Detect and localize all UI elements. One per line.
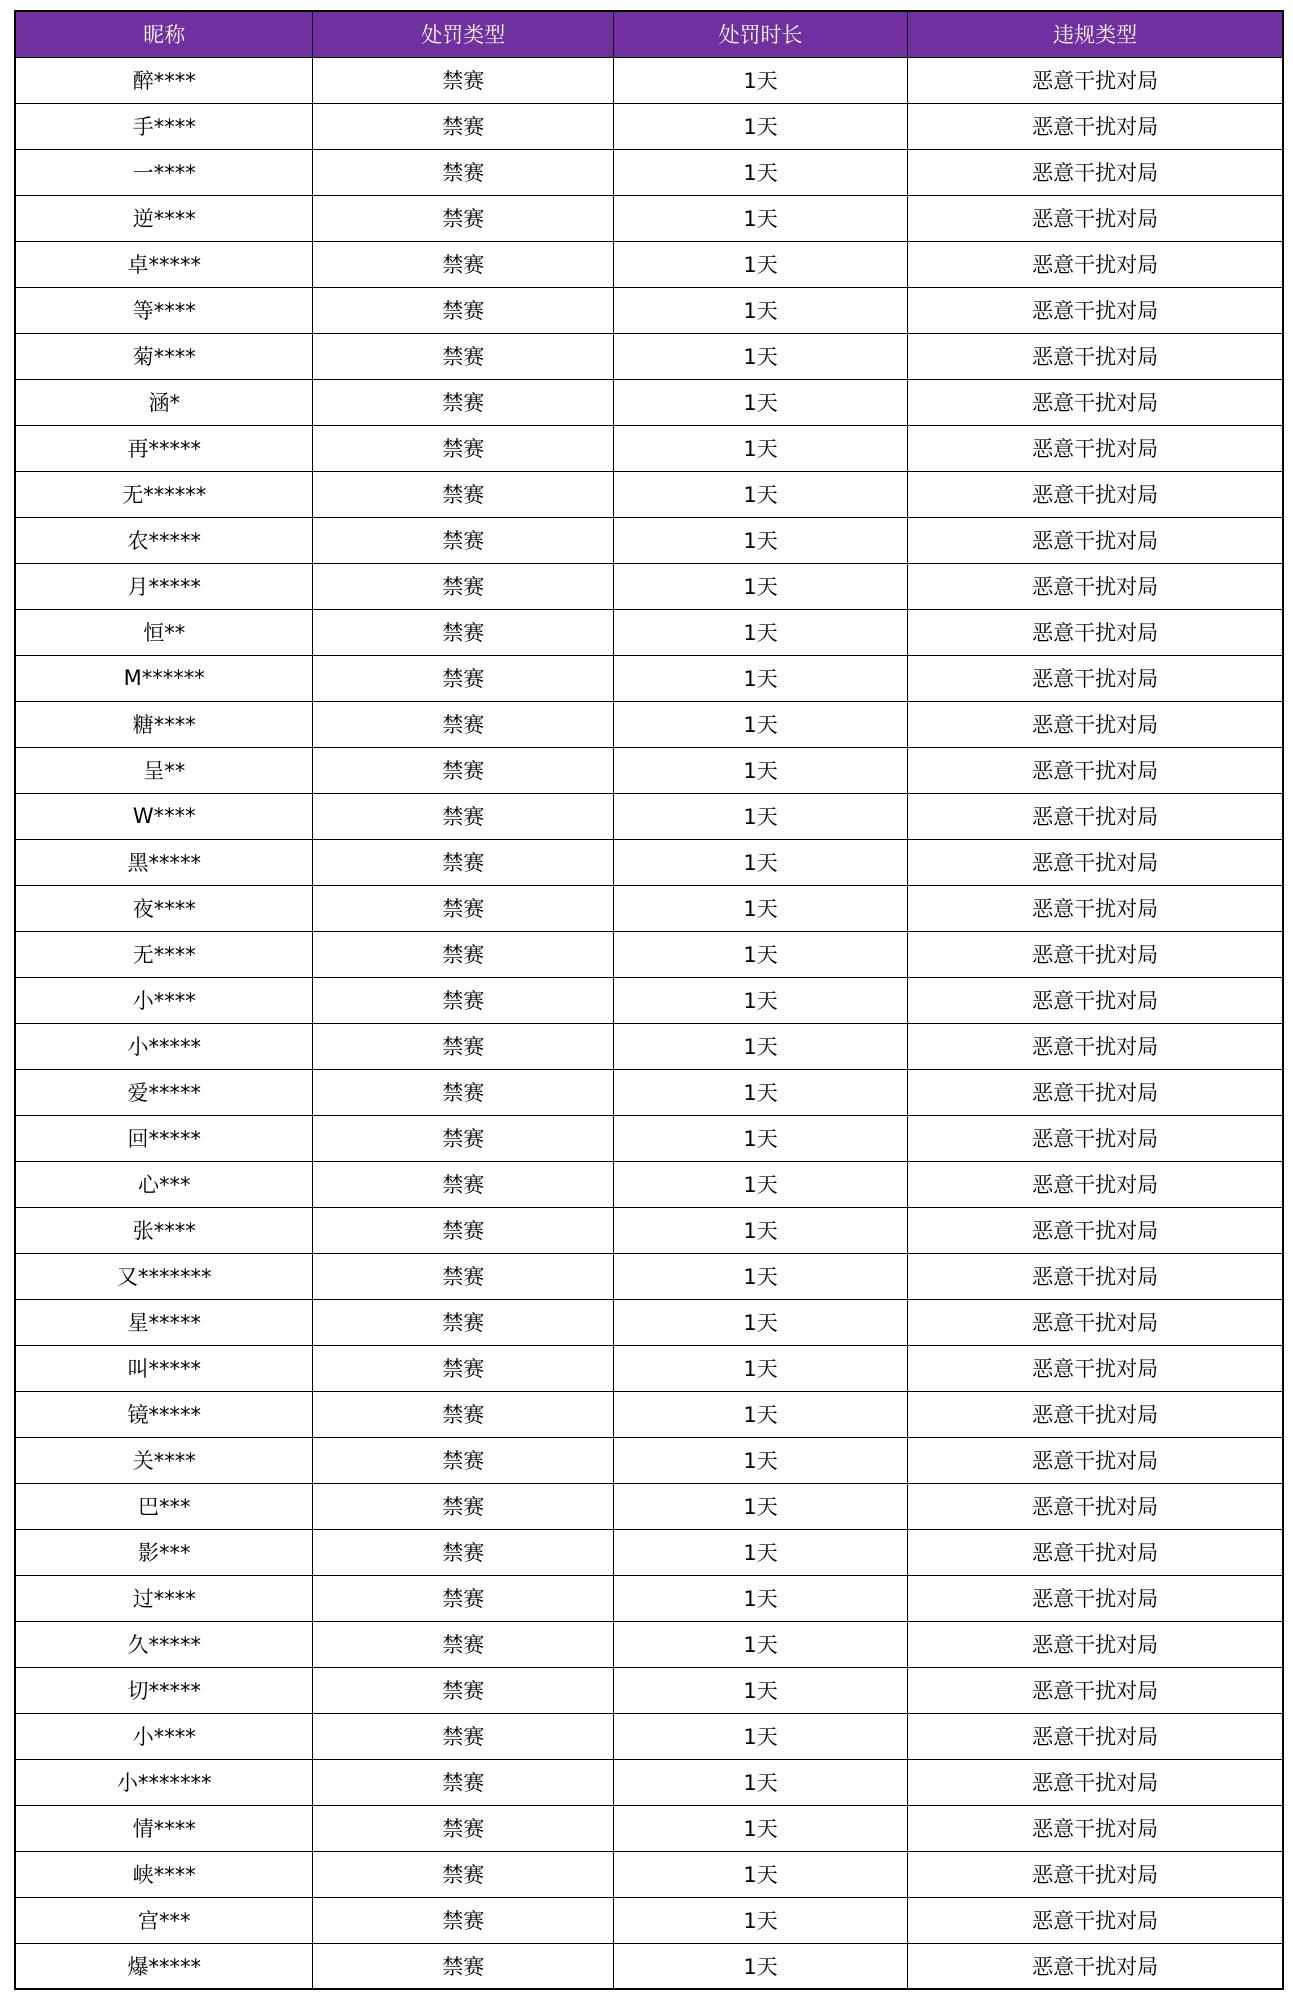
punishment-type-cell: 禁赛 (313, 1299, 614, 1345)
nickname-cell: 小**** (15, 977, 313, 1023)
punishment-duration-cell: 1天 (613, 563, 907, 609)
nickname-cell: 月***** (15, 563, 313, 609)
table-row (15, 1621, 1283, 1667)
violation-type-cell: 恶意干扰对局 (908, 1483, 1283, 1529)
punishment-duration-cell: 1天 (613, 1391, 907, 1437)
punishment-duration-cell: 1天 (613, 149, 907, 195)
punishment-type-cell: 禁赛 (313, 1943, 614, 1989)
punishment-duration-cell: 1天 (613, 379, 907, 425)
punishment-duration-cell: 1天 (613, 1483, 907, 1529)
punishment-duration-cell: 1天 (613, 655, 907, 701)
table-row (15, 655, 1283, 701)
nickname-cell: 过**** (15, 1575, 313, 1621)
table-row (15, 1575, 1283, 1621)
table-row (15, 195, 1283, 241)
nickname-cell: 又******* (15, 1253, 313, 1299)
violation-type-cell: 恶意干扰对局 (908, 425, 1283, 471)
table-row (15, 379, 1283, 425)
table-row (15, 1391, 1283, 1437)
violation-type-cell: 恶意干扰对局 (908, 149, 1283, 195)
nickname-cell: 巴*** (15, 1483, 313, 1529)
punishment-duration-cell: 1天 (613, 931, 907, 977)
punishment-duration-cell: 1天 (613, 1161, 907, 1207)
nickname-cell: 卓***** (15, 241, 313, 287)
nickname-cell: 镜***** (15, 1391, 313, 1437)
table-row (15, 1161, 1283, 1207)
table-row (15, 563, 1283, 609)
punishment-type-cell: 禁赛 (313, 1897, 614, 1943)
table-row (15, 1345, 1283, 1391)
table-row (15, 793, 1283, 839)
table-row (15, 1253, 1283, 1299)
punishment-duration-cell: 1天 (613, 287, 907, 333)
nickname-cell: M****** (15, 655, 313, 701)
punishment-duration-cell: 1天 (613, 1207, 907, 1253)
punishment-type-cell: 禁赛 (313, 563, 614, 609)
punishment-type-cell: 禁赛 (313, 1345, 614, 1391)
table-row (15, 1529, 1283, 1575)
punishment-duration-cell: 1天 (613, 1621, 907, 1667)
violation-type-cell: 恶意干扰对局 (908, 1943, 1283, 1989)
punishment-duration-cell: 1天 (613, 977, 907, 1023)
violation-type-cell: 恶意干扰对局 (908, 1069, 1283, 1115)
nickname-cell: 手**** (15, 103, 313, 149)
punishment-type-cell: 禁赛 (313, 1805, 614, 1851)
nickname-cell: 小******* (15, 1759, 313, 1805)
nickname-cell: 宫*** (15, 1897, 313, 1943)
table-row (15, 1483, 1283, 1529)
table-row (15, 287, 1283, 333)
nickname-cell: 星***** (15, 1299, 313, 1345)
punishment-type-cell: 禁赛 (313, 379, 614, 425)
table-row (15, 747, 1283, 793)
punishment-duration-cell: 1天 (613, 471, 907, 517)
punishment-duration-cell: 1天 (613, 103, 907, 149)
nickname-cell: 逆**** (15, 195, 313, 241)
table-row (15, 1023, 1283, 1069)
nickname-cell: 切***** (15, 1667, 313, 1713)
table-header-row (15, 11, 1283, 57)
punishment-type-cell: 禁赛 (313, 839, 614, 885)
table-row (15, 149, 1283, 195)
punishment-type-cell: 禁赛 (313, 747, 614, 793)
punishment-duration-cell: 1天 (613, 1759, 907, 1805)
punishment-type-cell: 禁赛 (313, 701, 614, 747)
violation-type-cell: 恶意干扰对局 (908, 1299, 1283, 1345)
punishment-type-cell: 禁赛 (313, 1575, 614, 1621)
nickname-cell: 夜**** (15, 885, 313, 931)
nickname-cell: 恒** (15, 609, 313, 655)
punishment-type-cell: 禁赛 (313, 1253, 614, 1299)
table-row (15, 977, 1283, 1023)
punishment-type-cell: 禁赛 (313, 333, 614, 379)
punishment-duration-cell: 1天 (613, 1299, 907, 1345)
punishment-type-cell: 禁赛 (313, 1621, 614, 1667)
violation-type-cell: 恶意干扰对局 (908, 333, 1283, 379)
punishment-type-cell: 禁赛 (313, 1667, 614, 1713)
violation-type-cell: 恶意干扰对局 (908, 1667, 1283, 1713)
violation-type-cell: 恶意干扰对局 (908, 1897, 1283, 1943)
table-row (15, 1713, 1283, 1759)
table-row (15, 885, 1283, 931)
nickname-cell: 张**** (15, 1207, 313, 1253)
nickname-cell: 醉**** (15, 57, 313, 103)
punishment-type-cell: 禁赛 (313, 1161, 614, 1207)
punishment-type-cell: 禁赛 (313, 471, 614, 517)
punishment-type-cell: 禁赛 (313, 885, 614, 931)
violation-type-cell: 恶意干扰对局 (908, 471, 1283, 517)
punishment-type-cell: 禁赛 (313, 1023, 614, 1069)
violation-type-cell: 恶意干扰对局 (908, 793, 1283, 839)
table-row (15, 1897, 1283, 1943)
punishment-duration-cell: 1天 (613, 793, 907, 839)
punishment-type-cell: 禁赛 (313, 1437, 614, 1483)
punishment-duration-cell: 1天 (613, 1115, 907, 1161)
violation-type-cell: 恶意干扰对局 (908, 1115, 1283, 1161)
nickname-cell: 黑***** (15, 839, 313, 885)
violation-type-cell: 恶意干扰对局 (908, 1437, 1283, 1483)
violation-type-cell: 恶意干扰对局 (908, 977, 1283, 1023)
violation-type-cell: 恶意干扰对局 (908, 1253, 1283, 1299)
nickname-cell: 等**** (15, 287, 313, 333)
nickname-cell: 叫***** (15, 1345, 313, 1391)
nickname-cell: 糖**** (15, 701, 313, 747)
punishment-type-cell: 禁赛 (313, 793, 614, 839)
table-row (15, 1115, 1283, 1161)
punishment-type-cell: 禁赛 (313, 1759, 614, 1805)
table-row (15, 103, 1283, 149)
nickname-cell: 呈** (15, 747, 313, 793)
punishment-type-cell: 禁赛 (313, 1115, 614, 1161)
punishment-duration-cell: 1天 (613, 609, 907, 655)
punishment-type-cell: 禁赛 (313, 57, 614, 103)
violation-type-cell: 恶意干扰对局 (908, 1391, 1283, 1437)
punishment-type-cell: 禁赛 (313, 149, 614, 195)
nickname-cell: 一**** (15, 149, 313, 195)
violation-type-cell: 恶意干扰对局 (908, 1575, 1283, 1621)
punishment-type-cell: 禁赛 (313, 241, 614, 287)
violation-type-cell: 恶意干扰对局 (908, 379, 1283, 425)
punishment-type-cell: 禁赛 (313, 1713, 614, 1759)
table-row (15, 609, 1283, 655)
punishment-duration-cell: 1天 (613, 57, 907, 103)
violation-type-cell: 恶意干扰对局 (908, 1161, 1283, 1207)
violation-type-cell: 恶意干扰对局 (908, 1207, 1283, 1253)
punishment-type-cell: 禁赛 (313, 425, 614, 471)
violation-type-cell: 恶意干扰对局 (908, 1023, 1283, 1069)
nickname-cell: 关**** (15, 1437, 313, 1483)
nickname-cell: 菊**** (15, 333, 313, 379)
table-row (15, 931, 1283, 977)
punishment-duration-cell: 1天 (613, 1575, 907, 1621)
violation-type-cell: 恶意干扰对局 (908, 1713, 1283, 1759)
violation-type-cell: 恶意干扰对局 (908, 287, 1283, 333)
violation-type-cell: 恶意干扰对局 (908, 1851, 1283, 1897)
nickname-cell: 农***** (15, 517, 313, 563)
violation-type-cell: 恶意干扰对局 (908, 931, 1283, 977)
punishment-duration-cell: 1天 (613, 1253, 907, 1299)
punishment-type-cell: 禁赛 (313, 609, 614, 655)
nickname-cell: 情**** (15, 1805, 313, 1851)
punishment-duration-cell: 1天 (613, 1069, 907, 1115)
punishment-type-cell: 禁赛 (313, 1207, 614, 1253)
violation-type-cell: 恶意干扰对局 (908, 195, 1283, 241)
punishment-duration-cell: 1天 (613, 425, 907, 471)
violation-type-cell: 恶意干扰对局 (908, 1621, 1283, 1667)
nickname-cell: 久***** (15, 1621, 313, 1667)
punishment-type-cell: 禁赛 (313, 1483, 614, 1529)
punishment-type-cell: 禁赛 (313, 931, 614, 977)
punishment-duration-cell: 1天 (613, 747, 907, 793)
punishment-duration-cell: 1天 (613, 839, 907, 885)
punishment-duration-cell: 1天 (613, 1345, 907, 1391)
table-body (15, 57, 1283, 1989)
table-row (15, 425, 1283, 471)
table-row (15, 1943, 1283, 1989)
punishment-duration-cell: 1天 (613, 195, 907, 241)
nickname-cell: 无****** (15, 471, 313, 517)
nickname-cell: 小***** (15, 1023, 313, 1069)
table-row (15, 1437, 1283, 1483)
punishment-duration-cell: 1天 (613, 701, 907, 747)
table-row (15, 1069, 1283, 1115)
table-row (15, 471, 1283, 517)
punishment-duration-cell: 1天 (613, 1943, 907, 1989)
punishment-duration-cell: 1天 (613, 517, 907, 563)
column-header-punishment-type: 处罚类型 (313, 11, 614, 57)
column-header-punishment-duration: 处罚时长 (613, 11, 907, 57)
table-row (15, 1805, 1283, 1851)
nickname-cell: 爱***** (15, 1069, 313, 1115)
table-row (15, 1759, 1283, 1805)
punishment-type-cell: 禁赛 (313, 655, 614, 701)
violation-type-cell: 恶意干扰对局 (908, 609, 1283, 655)
table-row (15, 333, 1283, 379)
violation-type-cell: 恶意干扰对局 (908, 1529, 1283, 1575)
nickname-cell: 爆***** (15, 1943, 313, 1989)
nickname-cell: 无**** (15, 931, 313, 977)
violation-type-cell: 恶意干扰对局 (908, 1345, 1283, 1391)
table-row (15, 1851, 1283, 1897)
violation-type-cell: 恶意干扰对局 (908, 57, 1283, 103)
violation-type-cell: 恶意干扰对局 (908, 747, 1283, 793)
punishment-type-cell: 禁赛 (313, 1069, 614, 1115)
violation-type-cell: 恶意干扰对局 (908, 241, 1283, 287)
punishment-type-cell: 禁赛 (313, 195, 614, 241)
punishment-type-cell: 禁赛 (313, 977, 614, 1023)
table-row (15, 1667, 1283, 1713)
punishment-duration-cell: 1天 (613, 333, 907, 379)
violation-type-cell: 恶意干扰对局 (908, 655, 1283, 701)
nickname-cell: 涵* (15, 379, 313, 425)
violation-type-cell: 恶意干扰对局 (908, 701, 1283, 747)
column-header-violation-type: 违规类型 (908, 11, 1283, 57)
punishment-duration-cell: 1天 (613, 1897, 907, 1943)
table-row (15, 57, 1283, 103)
violation-type-cell: 恶意干扰对局 (908, 563, 1283, 609)
punishment-duration-cell: 1天 (613, 1851, 907, 1897)
table-row (15, 241, 1283, 287)
nickname-cell: 小**** (15, 1713, 313, 1759)
violation-type-cell: 恶意干扰对局 (908, 517, 1283, 563)
column-header-nickname: 昵称 (15, 11, 313, 57)
nickname-cell: 峡**** (15, 1851, 313, 1897)
nickname-cell: 影*** (15, 1529, 313, 1575)
violation-type-cell: 恶意干扰对局 (908, 885, 1283, 931)
punishment-table (14, 10, 1284, 1990)
nickname-cell: W**** (15, 793, 313, 839)
punishment-duration-cell: 1天 (613, 885, 907, 931)
punishment-duration-cell: 1天 (613, 1437, 907, 1483)
nickname-cell: 心*** (15, 1161, 313, 1207)
punishment-type-cell: 禁赛 (313, 1851, 614, 1897)
punishment-duration-cell: 1天 (613, 1529, 907, 1575)
punishment-duration-cell: 1天 (613, 1667, 907, 1713)
punishment-duration-cell: 1天 (613, 1713, 907, 1759)
punishment-duration-cell: 1天 (613, 1805, 907, 1851)
table-row (15, 839, 1283, 885)
punishment-duration-cell: 1天 (613, 1023, 907, 1069)
violation-type-cell: 恶意干扰对局 (908, 1759, 1283, 1805)
punishment-type-cell: 禁赛 (313, 1529, 614, 1575)
punishment-type-cell: 禁赛 (313, 103, 614, 149)
punishment-type-cell: 禁赛 (313, 287, 614, 333)
nickname-cell: 回***** (15, 1115, 313, 1161)
table-row (15, 701, 1283, 747)
punishment-duration-cell: 1天 (613, 241, 907, 287)
table-row (15, 517, 1283, 563)
table-row (15, 1207, 1283, 1253)
violation-type-cell: 恶意干扰对局 (908, 103, 1283, 149)
violation-type-cell: 恶意干扰对局 (908, 839, 1283, 885)
violation-type-cell: 恶意干扰对局 (908, 1805, 1283, 1851)
nickname-cell: 再***** (15, 425, 313, 471)
punishment-type-cell: 禁赛 (313, 1391, 614, 1437)
punishment-type-cell: 禁赛 (313, 517, 614, 563)
table-row (15, 1299, 1283, 1345)
